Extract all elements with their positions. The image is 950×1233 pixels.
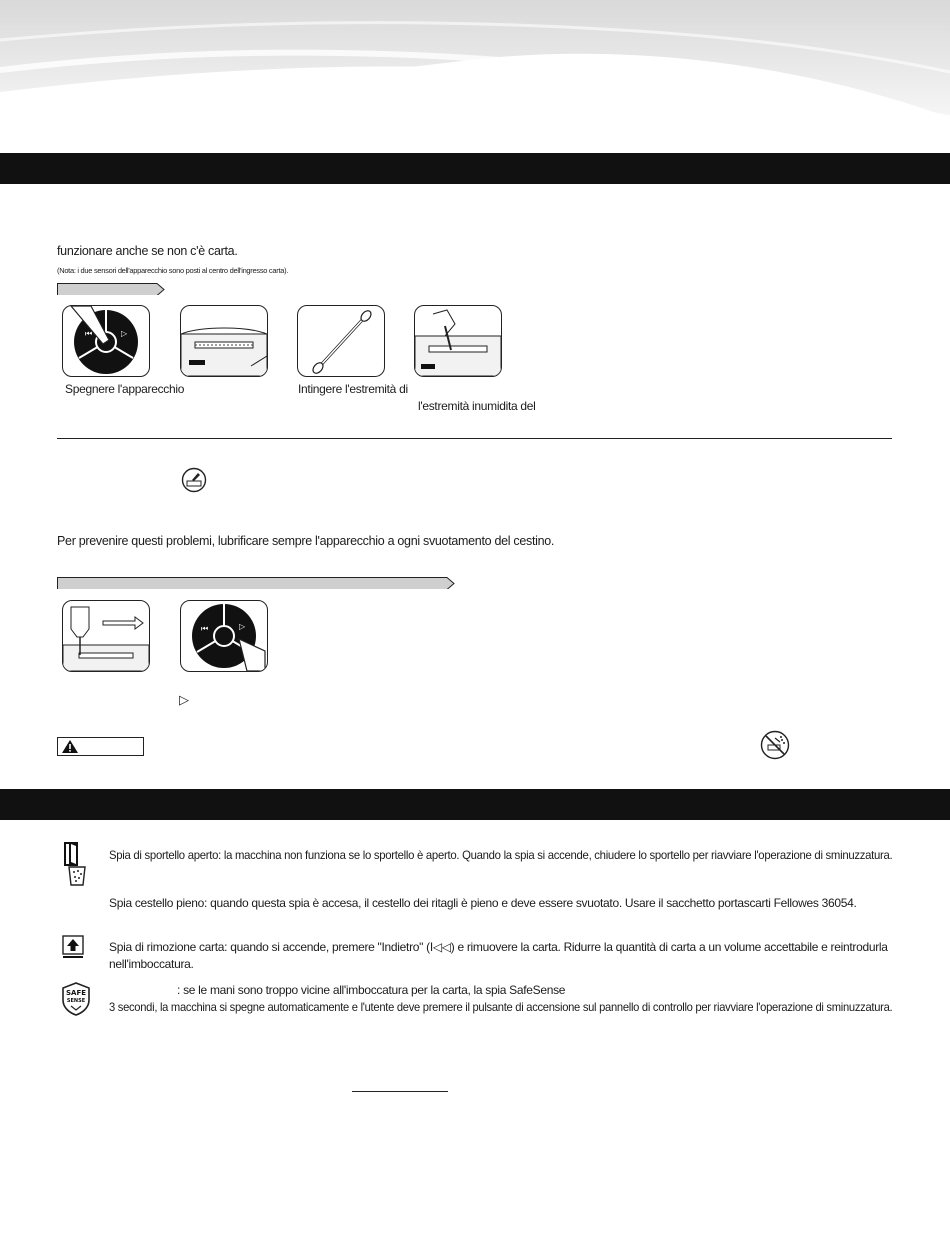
prevent-problems-text: Per prevenire questi problemi, lubrificare sempre l'apparecchio a ogni svuotamento del cestino. <box>57 534 555 548</box>
safesense-text-line2: 3 secondi, la macchina si spegne automaticamente e l'utente deve premere il pulsante di accensione sul pannello di controllo per riavviare l'operazione di sminuzzatura. <box>109 1000 893 1014</box>
paper-removal-text-line2: nell'imboccatura. <box>109 957 194 971</box>
steps-arrow-banner <box>57 283 165 295</box>
section-header-band <box>0 789 950 820</box>
safesense-icon <box>61 982 91 1016</box>
step-power-off-panel <box>62 305 150 377</box>
intro-text: funzionare anche se non c'è carta. <box>57 244 238 258</box>
control-dial-forward-icon <box>181 601 267 671</box>
header-wave-graphic <box>0 0 950 150</box>
cotton-swab-icon <box>298 306 384 376</box>
svg-text:⏮: ⏮ <box>85 329 93 338</box>
safesense-text-line1: : se le mani sono troppo vicine all'imboccatura per la carta, la spia SafeSense <box>177 983 566 997</box>
svg-text:▷: ▷ <box>121 329 128 338</box>
sensor-note: (Nota: i due sensori dell'apparecchio sono posti al centro dell'ingresso carta). <box>57 266 289 275</box>
section-divider <box>57 438 892 439</box>
bin-full-icon <box>65 863 89 887</box>
step-caption-1: Spegnere l'apparecchio <box>65 382 185 396</box>
svg-text:⏮: ⏮ <box>201 624 209 633</box>
oil-lubricate-icon <box>181 467 207 493</box>
paper-removal-text-line1: Spia di rimozione carta: quando si accende, premere "Indietro" (I◁◁) e rimuovere la carta. Ridurre la quantità di carta a un volume accettabile e reintrodurla <box>109 940 888 954</box>
oil-bottle-icon <box>63 601 149 671</box>
warning-label-box <box>57 737 144 756</box>
forward-icon: ▷ <box>179 693 189 708</box>
safesense-badge-sense: SENSE <box>66 998 86 1004</box>
forward-button-panel <box>180 600 268 672</box>
step-caption-4: l'estremità inumidita del <box>418 399 536 413</box>
warning-triangle-icon <box>61 739 79 754</box>
step-shredder-panel <box>180 305 268 377</box>
lubrication-arrow-banner <box>57 577 455 589</box>
footer-rule <box>352 1091 448 1092</box>
svg-text:▷: ▷ <box>239 622 246 631</box>
door-indicator-text: Spia di sportello aperto: la macchina non funziona se lo sportello è aperto. Quando la spia si accende, chiudere lo sportello per riavviare l'operazione di sminuzzatura. <box>109 848 893 862</box>
step-caption-3: Intingere l'estremità di <box>298 382 408 396</box>
control-dial-icon <box>63 306 149 376</box>
section-header-band <box>0 153 950 184</box>
step-clean-sensor-panel <box>414 305 502 377</box>
cleaning-sensor-icon <box>415 306 501 376</box>
no-aerosol-icon <box>760 730 790 760</box>
paper-removal-icon <box>62 935 84 959</box>
shredder-top-icon <box>181 306 267 376</box>
oil-application-panel <box>62 600 150 672</box>
step-swab-panel <box>297 305 385 377</box>
safesense-badge-safe: SAFE <box>65 989 87 997</box>
bin-full-indicator-text: Spia cestello pieno: quando questa spia è accesa, il cestello dei ritagli è pieno e deve essere svuotato. Usare il sacchetto portascarti Fellowes 36054. <box>109 896 857 910</box>
